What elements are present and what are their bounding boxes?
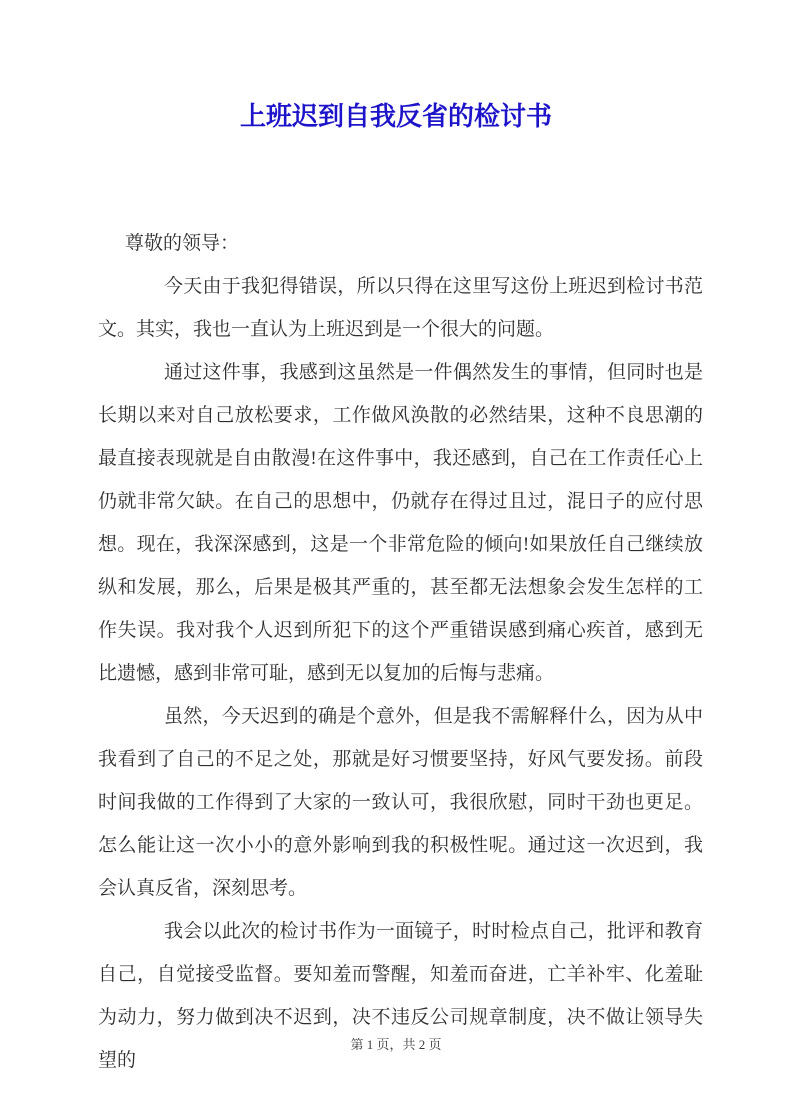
document-body xyxy=(98,222,703,1082)
paragraph-4: 我会以此次的检讨书作为一面镜子，时时检点自己，批评和教育自己，自觉接受监督。要知羞而警醒，知羞而奋进，亡羊补牢、化羞耻为动力，努力做到决不迟到，决不违反公司规章制度，决不做让领导失望的 xyxy=(98,921,703,1071)
paragraph-2: 通过这件事，我感到这虽然是一件偶然发生的事情，但同时也是长期以来对自己放松要求，工作做风涣散的必然结果，这种不良思潮的最直接表现就是自由散漫!在这件事中，我还感到，自己在工作责任心上仍就非常欠缺。在自己的思想中，仍就存在得过且过，混日子的应付思想。现在，我深深感到，这是一个非常危险的倾向!如果放任自己继续放纵和发展，那么，后果是极其严重的，甚至都无法想象会发生怎样的工作失误。我对我个人迟到所犯下的这个严重错误感到痛心疾首，感到无比遗憾，感到非常可耻，感到无以复加的后悔与悲痛。 xyxy=(98,362,703,684)
document-title: 上班迟到自我反省的检讨书 xyxy=(239,101,552,131)
paragraph-1: 今天由于我犯得错误，所以只得在这里写这份上班迟到检讨书范文。其实，我也一直认为上班迟到是一个很大的问题。 xyxy=(98,276,703,340)
page-number-indicator: 第 1 页，共 2 页 xyxy=(350,1037,442,1052)
paragraph-3: 虽然，今天迟到的确是个意外，但是我不需解释什么，因为从中我看到了自己的不足之处，那就是好习惯要坚持，好风气要发扬。前段时间我做的工作得到了大家的一致认可，我很欣慰，同时干劲也更足。怎么能让这一次小小的意外影响到我的积极性呢。通过这一次迟到，我会认真反省，深刻思考。 xyxy=(98,706,703,899)
salutation: 尊敬的领导： xyxy=(125,233,240,254)
